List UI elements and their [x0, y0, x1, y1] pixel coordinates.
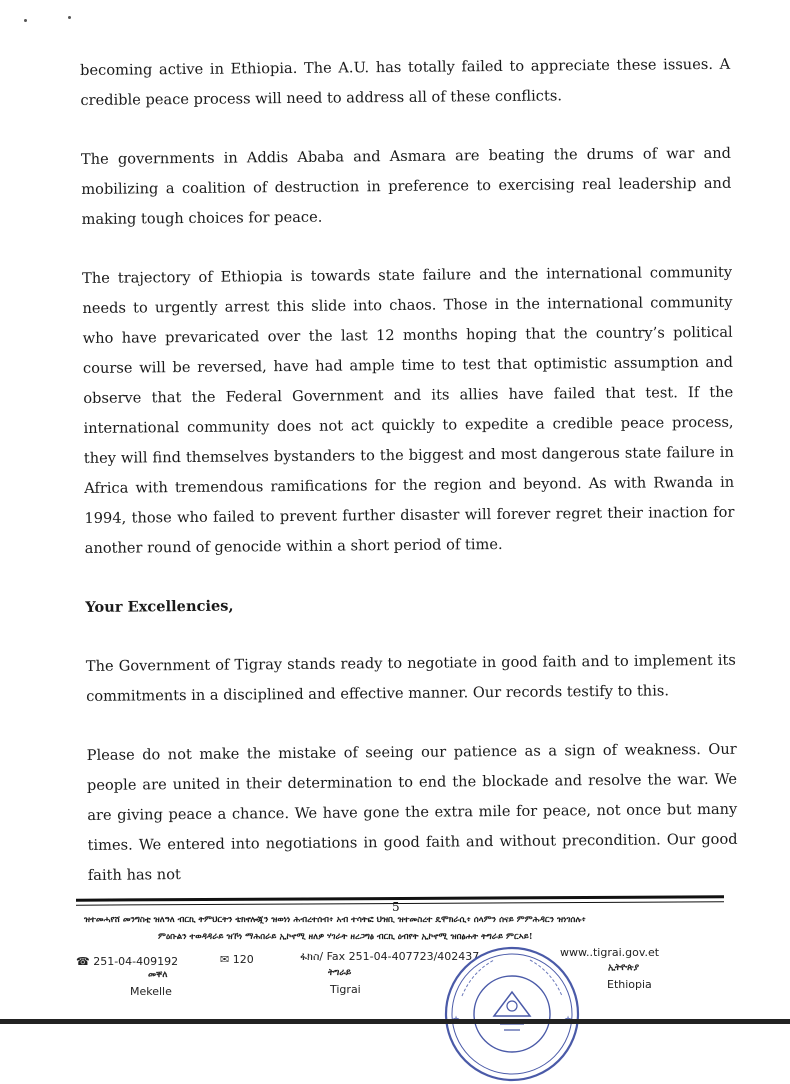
phone-icon: ☎	[76, 955, 90, 968]
paragraph: The trajectory of Ethiopia is towards state failure and the international community needs to urgently arrest this slide into chaos. Those in the international community who have prevaricated over the last 12 months hoping that the country’s political course will be reversed, have had ample time to test that optimistic assumption and observe that the Federal Government and its allies have failed that test. If the international community does not act quickly to expedite a credible peace process, they will find themselves bystanders to the biggest and most dangerous state failure in Africa with tremendous ramifications for the region and beyond. As with Rwanda in 1994, those who failed to prevent further disaster will forever regret their inaction for another round of genocide within a short period of time.	[82, 263, 735, 557]
footer-motto-line-1: ዝተመሓየሸ መንግስቲ ዝለዓለ ብርኪ ትምህርትን ቴክኖሎጂን ዝወነነ ሕብረተሰብ፥ አብ ተሳትፎ ህዝቢ ዝተመስረተ ዴሞክራሲ፥ ሰላምን ሰናይ ምምሕዳርን ዝነገሰሉ፥	[84, 915, 586, 925]
scan-edge	[0, 1019, 790, 1024]
paragraph: becoming active in Ethiopia. The A.U. has totally failed to appreciate these issues. A credible peace process will need to address all of these conflicts.	[80, 55, 731, 109]
pobox-contact	[220, 953, 254, 966]
paragraph: Please do not make the mistake of seeing our patience as a sign of weakness. Our people are united in their determination to end the blockade and resolve the war. We are giving peace a chance. We have gone the extra mile for peace, not once but many times. We entered into negotiations in good faith and without precondition. Our good faith has not	[86, 740, 738, 884]
footer-motto-line-2: ምዕቡልን ተወዳዳራይ ዝኾነ ማሕበራይ ኢኮኖሚ ዘለዎ ሃገራት ዘረጋግፅ ብርኪ ዕብየት ኢኮኖሚ ዝበፅሐት ትግራይ ምርኣይ!	[158, 932, 533, 942]
phone-number: 251-04-409192	[93, 955, 179, 968]
fax-contact: ፋክስ/ Fax 251-04-407723/402437	[300, 950, 480, 963]
region-amharic: ትግራይ	[328, 968, 352, 978]
country-amharic: ኢትዮጵያ	[608, 963, 640, 973]
salutation: Your Excellencies,	[85, 597, 234, 616]
page-number: 5	[392, 900, 400, 914]
city-name: Mekelle	[130, 985, 172, 998]
country-name: Ethiopia	[607, 978, 652, 991]
website-link[interactable]: www..tigrai.gov.et	[560, 946, 660, 959]
pobox-number: 120	[232, 953, 254, 966]
paragraph: The governments in Addis Ababa and Asmara are beating the drums of war and mobilizing a coalition of destruction in preference to exercising real leadership and making tough choices for peace.	[80, 144, 732, 228]
scan-speck	[24, 19, 27, 22]
official-seal-icon	[442, 944, 582, 1084]
paragraph: The Government of Tigray stands ready to negotiate in good faith and to implement its commitments in a disciplined and effective manner. Our records testify to this.	[85, 651, 736, 705]
city-amharic: መቐለ	[148, 970, 168, 980]
mail-icon: ✉	[220, 953, 230, 966]
scan-speck	[68, 16, 71, 19]
phone-contact	[76, 955, 178, 968]
letter-body	[80, 50, 738, 920]
region-name: Tigrai	[330, 983, 361, 996]
